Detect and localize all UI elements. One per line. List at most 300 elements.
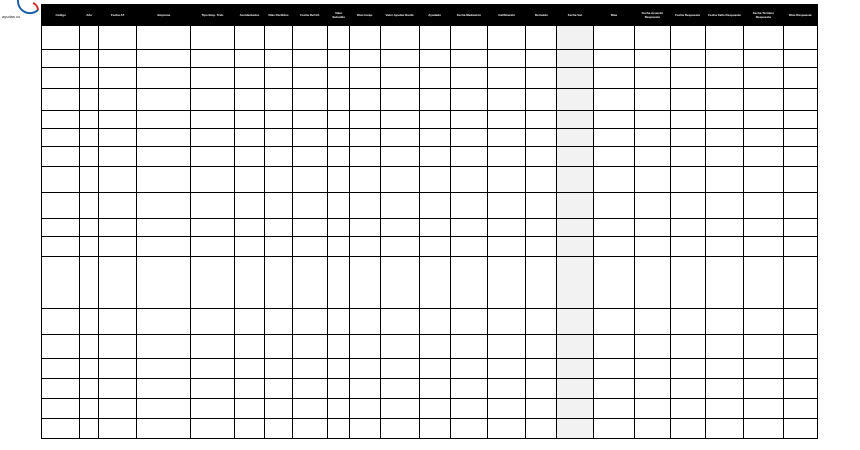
table-cell[interactable] [593, 359, 634, 379]
table-cell[interactable] [526, 309, 557, 335]
table-cell[interactable] [419, 257, 450, 309]
table-cell[interactable] [191, 359, 235, 379]
table-cell[interactable] [80, 147, 99, 167]
table-cell[interactable] [450, 193, 487, 219]
table-cell[interactable] [191, 147, 235, 167]
col-header[interactable]: Derivado [526, 5, 557, 26]
table-cell[interactable] [557, 237, 593, 257]
table-cell[interactable] [80, 26, 99, 50]
table-cell[interactable] [450, 50, 487, 68]
table-cell[interactable] [191, 167, 235, 193]
table-cell[interactable] [350, 89, 381, 111]
table-cell[interactable] [80, 50, 99, 68]
table-cell[interactable] [635, 219, 670, 237]
table-cell[interactable] [293, 68, 328, 89]
table-cell[interactable] [265, 399, 293, 419]
table-cell[interactable] [328, 359, 350, 379]
table-cell[interactable] [234, 219, 264, 237]
table-cell[interactable] [381, 399, 419, 419]
table-cell[interactable] [42, 309, 80, 335]
table-cell[interactable] [42, 50, 80, 68]
table-cell[interactable] [234, 359, 264, 379]
table-cell[interactable] [593, 26, 634, 50]
table-cell[interactable] [328, 129, 350, 147]
table-cell[interactable] [526, 219, 557, 237]
table-cell[interactable] [265, 111, 293, 129]
table-cell[interactable] [350, 50, 381, 68]
col-header[interactable]: Empresa [137, 5, 191, 26]
table-cell[interactable] [80, 111, 99, 129]
table-cell[interactable] [293, 193, 328, 219]
table-cell[interactable] [557, 167, 593, 193]
table-cell[interactable] [487, 257, 525, 309]
table-cell[interactable] [191, 193, 235, 219]
col-header[interactable]: Calificación [487, 5, 525, 26]
table-cell[interactable] [783, 147, 817, 167]
table-cell[interactable] [191, 89, 235, 111]
table-cell[interactable] [293, 257, 328, 309]
table-cell[interactable] [670, 379, 705, 399]
table-cell[interactable] [487, 68, 525, 89]
table-cell[interactable] [557, 89, 593, 111]
table-cell[interactable] [450, 219, 487, 237]
table-cell[interactable] [350, 399, 381, 419]
table-cell[interactable] [783, 379, 817, 399]
table-cell[interactable] [635, 26, 670, 50]
table-cell[interactable] [705, 68, 743, 89]
table-cell[interactable] [234, 335, 264, 359]
table-cell[interactable] [705, 129, 743, 147]
table-cell[interactable] [350, 237, 381, 257]
table-cell[interactable] [705, 419, 743, 439]
table-cell[interactable] [783, 50, 817, 68]
table-cell[interactable] [526, 257, 557, 309]
table-cell[interactable] [137, 359, 191, 379]
table-cell[interactable] [293, 359, 328, 379]
table-cell[interactable] [487, 379, 525, 399]
table-cell[interactable] [450, 111, 487, 129]
col-header[interactable]: Días [593, 5, 634, 26]
table-cell[interactable] [234, 399, 264, 419]
table-cell[interactable] [635, 129, 670, 147]
table-cell[interactable] [670, 111, 705, 129]
table-cell[interactable] [99, 147, 137, 167]
table-cell[interactable] [419, 147, 450, 167]
table-cell[interactable] [191, 257, 235, 309]
table-cell[interactable] [419, 379, 450, 399]
table-cell[interactable] [381, 193, 419, 219]
table-cell[interactable] [705, 399, 743, 419]
table-cell[interactable] [328, 419, 350, 439]
table-cell[interactable] [328, 167, 350, 193]
table-cell[interactable] [293, 50, 328, 68]
table-cell[interactable] [557, 68, 593, 89]
table-cell[interactable] [670, 257, 705, 309]
table-cell[interactable] [744, 89, 783, 111]
table-cell[interactable] [593, 193, 634, 219]
table-cell[interactable] [783, 359, 817, 379]
table-cell[interactable] [419, 68, 450, 89]
table-cell[interactable] [487, 129, 525, 147]
table-cell[interactable] [487, 309, 525, 335]
table-cell[interactable] [593, 335, 634, 359]
table-cell[interactable] [450, 237, 487, 257]
table-cell[interactable] [265, 68, 293, 89]
table-cell[interactable] [487, 219, 525, 237]
table-cell[interactable] [328, 257, 350, 309]
table-cell[interactable] [265, 219, 293, 237]
table-cell[interactable] [137, 419, 191, 439]
table-cell[interactable] [593, 68, 634, 89]
table-cell[interactable] [381, 237, 419, 257]
table-cell[interactable] [670, 50, 705, 68]
table-cell[interactable] [557, 219, 593, 237]
table-cell[interactable] [744, 129, 783, 147]
table-cell[interactable] [487, 147, 525, 167]
table-cell[interactable] [705, 359, 743, 379]
table-cell[interactable] [526, 335, 557, 359]
table-cell[interactable] [265, 335, 293, 359]
table-cell[interactable] [450, 359, 487, 379]
table-cell[interactable] [265, 26, 293, 50]
table-cell[interactable] [350, 129, 381, 147]
table-cell[interactable] [593, 257, 634, 309]
table-cell[interactable] [487, 26, 525, 50]
table-cell[interactable] [593, 111, 634, 129]
table-cell[interactable] [783, 419, 817, 439]
table-cell[interactable] [526, 147, 557, 167]
table-cell[interactable] [783, 167, 817, 193]
table-cell[interactable] [293, 335, 328, 359]
table-cell[interactable] [783, 111, 817, 129]
table-cell[interactable] [419, 359, 450, 379]
table-cell[interactable] [328, 147, 350, 167]
table-cell[interactable] [328, 193, 350, 219]
table-cell[interactable] [350, 379, 381, 399]
col-header[interactable]: Días Incap. [350, 5, 381, 26]
table-cell[interactable] [670, 219, 705, 237]
table-cell[interactable] [234, 147, 264, 167]
table-cell[interactable] [137, 379, 191, 399]
table-cell[interactable] [705, 50, 743, 68]
table-cell[interactable] [191, 379, 235, 399]
table-cell[interactable] [293, 129, 328, 147]
table-cell[interactable] [744, 379, 783, 399]
col-header[interactable]: Fecha Acuerdo Respuesta [635, 5, 670, 26]
table-cell[interactable] [99, 26, 137, 50]
table-cell[interactable] [191, 419, 235, 439]
table-cell[interactable] [42, 399, 80, 419]
table-cell[interactable] [293, 26, 328, 50]
table-cell[interactable] [526, 111, 557, 129]
table-cell[interactable] [419, 219, 450, 237]
table-cell[interactable] [234, 257, 264, 309]
table-cell[interactable] [234, 26, 264, 50]
table-cell[interactable] [487, 419, 525, 439]
table-cell[interactable] [783, 193, 817, 219]
table-cell[interactable] [99, 68, 137, 89]
table-cell[interactable] [526, 399, 557, 419]
table-cell[interactable] [635, 359, 670, 379]
table-cell[interactable] [80, 193, 99, 219]
table-cell[interactable] [450, 257, 487, 309]
table-cell[interactable] [42, 111, 80, 129]
table-cell[interactable] [328, 50, 350, 68]
table-cell[interactable] [42, 129, 80, 147]
table-cell[interactable] [744, 219, 783, 237]
table-cell[interactable] [137, 257, 191, 309]
table-cell[interactable] [137, 89, 191, 111]
table-cell[interactable] [350, 111, 381, 129]
table-cell[interactable] [293, 379, 328, 399]
table-cell[interactable] [635, 257, 670, 309]
table-cell[interactable] [42, 257, 80, 309]
table-cell[interactable] [635, 147, 670, 167]
table-cell[interactable] [234, 419, 264, 439]
table-cell[interactable] [42, 193, 80, 219]
table-cell[interactable] [328, 89, 350, 111]
table-cell[interactable] [557, 399, 593, 419]
col-header[interactable]: Ayudado [419, 5, 450, 26]
table-cell[interactable] [234, 111, 264, 129]
table-cell[interactable] [557, 26, 593, 50]
table-cell[interactable] [419, 419, 450, 439]
table-cell[interactable] [137, 68, 191, 89]
table-cell[interactable] [381, 167, 419, 193]
table-cell[interactable] [450, 68, 487, 89]
table-cell[interactable] [234, 309, 264, 335]
table-cell[interactable] [328, 237, 350, 257]
table-cell[interactable] [265, 50, 293, 68]
col-header[interactable]: Valor Subsidio [328, 5, 350, 26]
table-cell[interactable] [593, 50, 634, 68]
table-cell[interactable] [670, 129, 705, 147]
table-cell[interactable] [42, 335, 80, 359]
table-cell[interactable] [137, 147, 191, 167]
table-cell[interactable] [99, 237, 137, 257]
table-cell[interactable] [80, 419, 99, 439]
table-cell[interactable] [234, 68, 264, 89]
table-cell[interactable] [705, 237, 743, 257]
table-cell[interactable] [450, 379, 487, 399]
col-header[interactable]: Fecha Mediación [450, 5, 487, 26]
table-cell[interactable] [705, 26, 743, 50]
table-cell[interactable] [593, 89, 634, 111]
table-cell[interactable] [42, 379, 80, 399]
table-cell[interactable] [328, 219, 350, 237]
col-header[interactable]: Fecha Respuesta [670, 5, 705, 26]
table-cell[interactable] [557, 379, 593, 399]
table-cell[interactable] [635, 309, 670, 335]
table-cell[interactable] [42, 89, 80, 111]
col-header[interactable]: Fecha Término Respuesta [744, 5, 783, 26]
table-cell[interactable] [80, 219, 99, 237]
table-cell[interactable] [487, 111, 525, 129]
table-cell[interactable] [265, 257, 293, 309]
table-cell[interactable] [593, 379, 634, 399]
table-cell[interactable] [593, 219, 634, 237]
table-cell[interactable] [593, 237, 634, 257]
table-cell[interactable] [526, 26, 557, 50]
table-cell[interactable] [42, 419, 80, 439]
table-cell[interactable] [670, 147, 705, 167]
table-cell[interactable] [265, 193, 293, 219]
table-cell[interactable] [526, 359, 557, 379]
table-cell[interactable] [234, 129, 264, 147]
table-cell[interactable] [137, 309, 191, 335]
table-cell[interactable] [705, 379, 743, 399]
col-header[interactable]: Días Respuesta [783, 5, 817, 26]
table-cell[interactable] [450, 26, 487, 50]
table-cell[interactable] [419, 399, 450, 419]
table-cell[interactable] [705, 147, 743, 167]
table-cell[interactable] [265, 359, 293, 379]
table-cell[interactable] [350, 219, 381, 237]
table-cell[interactable] [783, 309, 817, 335]
table-cell[interactable] [137, 167, 191, 193]
col-header[interactable]: Días Perdidos [265, 5, 293, 26]
table-cell[interactable] [293, 89, 328, 111]
table-cell[interactable] [381, 419, 419, 439]
table-cell[interactable] [191, 111, 235, 129]
table-cell[interactable] [381, 257, 419, 309]
table-cell[interactable] [99, 50, 137, 68]
table-cell[interactable] [191, 68, 235, 89]
table-cell[interactable] [450, 129, 487, 147]
table-cell[interactable] [80, 167, 99, 193]
table-cell[interactable] [744, 68, 783, 89]
table-cell[interactable] [557, 193, 593, 219]
table-cell[interactable] [670, 89, 705, 111]
table-cell[interactable] [99, 309, 137, 335]
table-cell[interactable] [487, 359, 525, 379]
table-cell[interactable] [381, 147, 419, 167]
table-cell[interactable] [526, 89, 557, 111]
table-cell[interactable] [381, 89, 419, 111]
table-cell[interactable] [783, 219, 817, 237]
table-cell[interactable] [557, 419, 593, 439]
table-cell[interactable] [526, 68, 557, 89]
table-cell[interactable] [487, 193, 525, 219]
table-cell[interactable] [381, 219, 419, 237]
table-cell[interactable] [191, 26, 235, 50]
table-cell[interactable] [137, 111, 191, 129]
table-cell[interactable] [526, 50, 557, 68]
col-header[interactable]: Accidentados [234, 5, 264, 26]
table-cell[interactable] [487, 167, 525, 193]
table-cell[interactable] [744, 26, 783, 50]
table-cell[interactable] [293, 111, 328, 129]
table-cell[interactable] [487, 50, 525, 68]
table-cell[interactable] [80, 257, 99, 309]
table-cell[interactable] [137, 237, 191, 257]
table-cell[interactable] [80, 379, 99, 399]
table-cell[interactable] [137, 219, 191, 237]
table-cell[interactable] [265, 129, 293, 147]
table-cell[interactable] [99, 167, 137, 193]
table-cell[interactable] [265, 309, 293, 335]
table-cell[interactable] [381, 309, 419, 335]
table-cell[interactable] [293, 309, 328, 335]
table-cell[interactable] [557, 147, 593, 167]
table-cell[interactable] [557, 111, 593, 129]
table-cell[interactable] [42, 147, 80, 167]
table-cell[interactable] [593, 419, 634, 439]
table-cell[interactable] [137, 129, 191, 147]
table-cell[interactable] [635, 167, 670, 193]
table-cell[interactable] [635, 379, 670, 399]
col-header[interactable]: Año [80, 5, 99, 26]
table-cell[interactable] [593, 399, 634, 419]
table-cell[interactable] [328, 399, 350, 419]
table-cell[interactable] [450, 335, 487, 359]
table-cell[interactable] [42, 359, 80, 379]
table-cell[interactable] [80, 68, 99, 89]
table-cell[interactable] [744, 167, 783, 193]
table-cell[interactable] [744, 50, 783, 68]
table-cell[interactable] [234, 167, 264, 193]
table-cell[interactable] [783, 257, 817, 309]
table-cell[interactable] [99, 359, 137, 379]
table-cell[interactable] [265, 89, 293, 111]
table-cell[interactable] [381, 379, 419, 399]
table-cell[interactable] [744, 399, 783, 419]
table-cell[interactable] [137, 50, 191, 68]
table-cell[interactable] [381, 335, 419, 359]
table-cell[interactable] [744, 335, 783, 359]
table-cell[interactable] [783, 399, 817, 419]
table-cell[interactable] [783, 68, 817, 89]
col-header[interactable]: Fecha Ref Inf. [293, 5, 328, 26]
table-cell[interactable] [350, 309, 381, 335]
table-cell[interactable] [191, 237, 235, 257]
table-cell[interactable] [80, 335, 99, 359]
table-cell[interactable] [783, 335, 817, 359]
table-cell[interactable] [42, 68, 80, 89]
table-cell[interactable] [705, 257, 743, 309]
table-cell[interactable] [293, 419, 328, 439]
table-cell[interactable] [191, 335, 235, 359]
table-cell[interactable] [265, 419, 293, 439]
table-cell[interactable] [99, 219, 137, 237]
table-cell[interactable] [80, 237, 99, 257]
table-cell[interactable] [293, 219, 328, 237]
table-cell[interactable] [557, 335, 593, 359]
table-cell[interactable] [783, 89, 817, 111]
table-cell[interactable] [450, 89, 487, 111]
table-cell[interactable] [42, 167, 80, 193]
table-cell[interactable] [350, 257, 381, 309]
table-cell[interactable] [80, 89, 99, 111]
table-cell[interactable] [99, 193, 137, 219]
table-cell[interactable] [419, 26, 450, 50]
table-cell[interactable] [137, 193, 191, 219]
table-cell[interactable] [487, 335, 525, 359]
table-cell[interactable] [99, 399, 137, 419]
table-cell[interactable] [744, 111, 783, 129]
table-cell[interactable] [635, 237, 670, 257]
table-cell[interactable] [557, 50, 593, 68]
table-cell[interactable] [381, 129, 419, 147]
table-cell[interactable] [450, 309, 487, 335]
table-cell[interactable] [265, 167, 293, 193]
table-cell[interactable] [293, 237, 328, 257]
table-cell[interactable] [487, 399, 525, 419]
table-cell[interactable] [705, 219, 743, 237]
table-cell[interactable] [487, 89, 525, 111]
table-cell[interactable] [670, 193, 705, 219]
table-cell[interactable] [293, 399, 328, 419]
